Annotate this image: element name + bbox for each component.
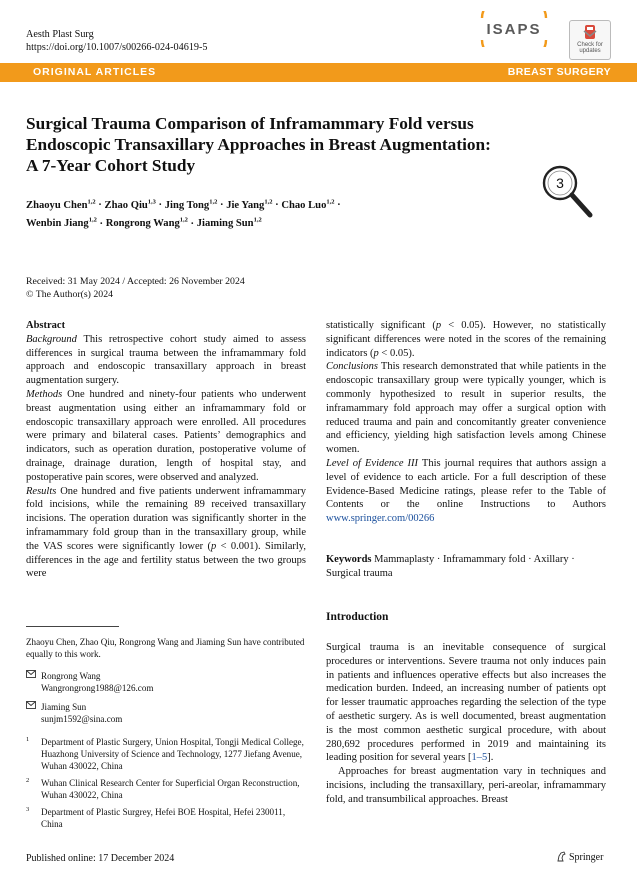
affiliation-1 bbox=[26, 736, 306, 772]
journal-info bbox=[26, 28, 208, 54]
abstract-results: Results One hundred and five patients underwent inframammary fold incisions, while the remaining 89 received transaxillary incisions. The operation duration was significantly shorter in the inframammary fold group than in the transaxillary group, while the VAS scores were significantly lower (p < 0.001). Similarly, differences in the age and fertility status between the two groups were bbox=[26, 485, 306, 580]
abstract-left-column bbox=[26, 319, 306, 581]
affiliation-text: Wuhan Clinical Research Center for Superficial Organ Reconstruction, Wuhan 430022, China bbox=[41, 778, 300, 800]
author-separator: · bbox=[95, 199, 105, 211]
abstract-results-continued: statistically significant (p < 0.05). However, no statistically significant differences were noted in the scores of the remaining indicators (p < 0.05). bbox=[326, 320, 606, 359]
copyright: © The Author(s) 2024 bbox=[26, 288, 113, 300]
check-for-updates-button[interactable] bbox=[569, 20, 611, 60]
check-for-updates-icon bbox=[570, 21, 610, 43]
correspondence-email[interactable]: Wangrongrong1988@126.com bbox=[41, 683, 154, 693]
correspondence-name: Rongrong Wang bbox=[41, 671, 101, 681]
isaps-logo bbox=[472, 11, 556, 47]
author-affiliation: 1,2 bbox=[209, 198, 218, 205]
doi-link[interactable]: https://doi.org/10.1007/s00266-024-04619-5 bbox=[26, 42, 208, 53]
publisher-name: Springer bbox=[569, 852, 604, 863]
check-for-updates-label: Check for updates bbox=[577, 42, 603, 55]
category-label: BREAST SURGERY bbox=[507, 66, 611, 78]
abstract-heading: Abstract bbox=[26, 320, 66, 331]
author-affiliation: 1,2 bbox=[326, 198, 335, 205]
published-date: Published online: 17 December 2024 bbox=[26, 853, 175, 864]
abstract-level-of-evidence: Level of Evidence III This journal requires that authors assign a level of evidence to each article. For a full description of these Evidence-Based Medicine ratings, please refer to the Table of Contents or the online Instructions to Authors www.springer.com/00266 bbox=[326, 457, 607, 525]
reference-link[interactable]: 1–5 bbox=[471, 752, 488, 764]
author-name[interactable]: Zhao Qiu$^{1,3}$ bbox=[104, 198, 156, 211]
abstract-right-column bbox=[326, 319, 606, 526]
affiliation-text: Department of Plastic Surgery, Union Hospital, Tongji Medical College, Huazhong University of Science and Technology, 1277 Jiefang Avenue, Wuhan 430022, China bbox=[41, 737, 304, 771]
author-list bbox=[26, 194, 446, 231]
citation-count: 3 bbox=[556, 175, 564, 191]
article-title: Surgical Trauma Comparison of Inframammary Fold versus Endoscopic Transaxillary Approaches in Breast Augmentation: A 7-Year Cohort Study bbox=[26, 114, 491, 175]
author-name[interactable]: Wenbin Jiang$^{1,2}$ bbox=[26, 216, 97, 230]
received-accepted: Received: 31 May 2024 / Accepted: 26 November 2024 bbox=[26, 276, 245, 287]
correspondence-name: Jiaming Sun bbox=[41, 702, 87, 712]
envelope-icon bbox=[26, 701, 36, 709]
author-separator: · bbox=[187, 218, 197, 230]
author-name[interactable]: Jiaming Sun$^{1,2}$ bbox=[196, 216, 262, 230]
keywords-label: Keywords bbox=[326, 554, 372, 565]
affiliation-2 bbox=[26, 777, 306, 801]
author-name[interactable]: Jie Yang$^{1,2}$ bbox=[226, 198, 273, 211]
abstract-background: Background This retrospective cohort study aimed to assess differences in surgical trauma between the inframammary fold approach and endoscopic transaxillary approach in breast augmentation surgery. bbox=[26, 333, 306, 387]
affiliation-text: Department of Plastic Surgrey, Hefei BOE Hospital, Hefei 230011, China bbox=[41, 807, 286, 829]
correspondence-2 bbox=[26, 701, 296, 725]
author-separator: · bbox=[155, 199, 165, 211]
correspondence-1 bbox=[26, 670, 296, 694]
author-name[interactable]: Chao Luo$^{1,2}$ bbox=[281, 198, 335, 211]
affiliation-number: 1 bbox=[26, 736, 30, 743]
introduction-paragraph-2: Approaches for breast augmentation vary in techniques and incisions, including the transaxillary, peri-areolar, inframammary fold, and transumbilical approaches. Breast bbox=[326, 766, 606, 805]
author-affiliation: 1,2 bbox=[88, 216, 97, 224]
author-affiliation: 1,2 bbox=[87, 198, 96, 205]
envelope-icon bbox=[26, 670, 36, 678]
section-label: ORIGINAL ARTICLES bbox=[33, 66, 157, 78]
affiliation-number: 3 bbox=[26, 806, 30, 813]
author-affiliation: 1,3 bbox=[147, 198, 156, 205]
author-name[interactable]: Rongrong Wang$^{1,2}$ bbox=[105, 216, 188, 230]
springer-horse-icon bbox=[556, 851, 567, 862]
abstract-methods: Methods One hundred and ninety-four patients who underwent breast augmentation using either an inframammary fold or endoscopic transaxillary approach were enrolled. All procedures were primary and bilateral cases. Patients’ demographics and indicators, such as operation duration, postoperative volume of drainage, drainage duration, length of hospital stay, and postoperative pain scores, were observed and analyzed. bbox=[26, 388, 307, 483]
introduction-body bbox=[326, 641, 606, 807]
author-separator: · bbox=[96, 218, 106, 230]
keywords bbox=[326, 553, 606, 581]
author-affiliation: 1,2 bbox=[253, 216, 262, 224]
isaps-logo-text: ISAPS bbox=[486, 21, 542, 38]
springer-link[interactable]: www.springer.com/00266 bbox=[326, 513, 435, 525]
author-separator: · bbox=[217, 199, 227, 211]
keywords-list: Mammaplasty · Inframammary fold · Axillary · Surgical trauma bbox=[326, 554, 575, 579]
introduction-heading: Introduction bbox=[326, 611, 389, 623]
abstract-conclusions: Conclusions This research demonstrated that while patients in the endoscopic transaxillary group were typically younger, which is commonly hypothesized to result in superior results, the inframammary fold approach may offer a surgical option with reduced trauma and pain and concomitantly greater convenience and efficiency, yielding high satisfaction levels among Chinese women. bbox=[326, 361, 606, 456]
correspondence-email[interactable]: sunjm1592@sina.com bbox=[41, 714, 123, 724]
affiliation-3 bbox=[26, 806, 306, 830]
author-affiliation: 1,2 bbox=[179, 216, 188, 224]
publisher-logo bbox=[556, 851, 603, 863]
author-name[interactable]: Zhaoyu Chen$^{1,2}$ bbox=[26, 198, 96, 211]
article-dates bbox=[26, 276, 245, 301]
affiliation-number: 2 bbox=[26, 777, 30, 784]
introduction-paragraph-1: Surgical trauma is an inevitable consequence of surgical procedures or interventions. Severe trauma not only induces pain in patients and influences operative effects but also increases the medication burden. Indeed, an increasing number of patients opt for lesser traumatic approaches regarding the selection of the type of aesthetic surgery. As is well documented, breast augmentation is the most common aesthetic surgical procedure, with about 280,692 procedures performed in 2019 and maintaining its leading position for several years [1–5]. bbox=[326, 642, 606, 764]
journal-name: Aesth Plast Surg bbox=[26, 29, 94, 40]
author-affiliation: 1,2 bbox=[264, 198, 273, 205]
author-name[interactable]: Jing Tong$^{1,2}$ bbox=[164, 198, 218, 211]
contribution-note: Zhaoyu Chen, Zhao Qiu, Rongrong Wang and Jiaming Sun have contributed equally to this work. bbox=[26, 637, 305, 659]
magnifier-icon[interactable] bbox=[538, 163, 598, 227]
author-separator: · bbox=[272, 199, 282, 211]
footnote-divider bbox=[26, 626, 119, 627]
author-separator: · bbox=[334, 199, 341, 211]
